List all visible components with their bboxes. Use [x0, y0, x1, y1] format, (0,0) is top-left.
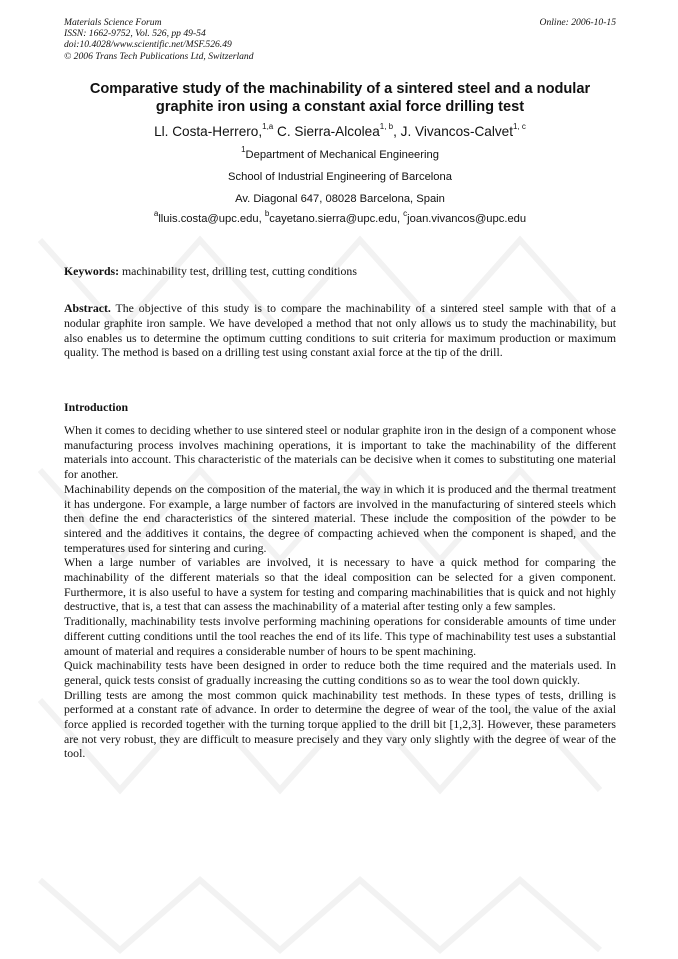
keywords-label: Keywords: — [64, 264, 120, 278]
email-b-sup: b — [264, 209, 270, 219]
introduction-heading: Introduction — [64, 400, 129, 414]
author-list — [64, 123, 616, 141]
email-list — [64, 209, 616, 226]
copyright-line: © 2006 Trans Tech Publications Ltd, Switzerland — [64, 50, 254, 62]
paragraph: Quick machinability tests have been designed in order to reduce both the time required and the materials used. In general, quick tests consist of gradually increasing the cutting conditions so as to wear the tool down quickly. — [64, 658, 616, 687]
author-3-affil: 1, c — [513, 122, 526, 132]
author-3: , J. Vivancos-Calvet — [393, 124, 513, 139]
introduction-body — [64, 423, 616, 761]
online-date: Online: 2006-10-15 — [539, 17, 616, 28]
journal-header — [64, 17, 616, 62]
paragraph: When it comes to deciding whether to use sintered steel or nodular graphite iron in the design of a component whose manufacturing process involves machining operations, it is important to take the machinability of the different materials into account. This characteristic of the materials can be decisive when it comes to substituting one material for another. — [64, 423, 616, 482]
affiliation-sup: 1 — [241, 145, 246, 155]
journal-name: Materials Science Forum — [64, 17, 162, 28]
affiliation-address: Av. Diagonal 647, 08028 Barcelona, Spain — [235, 193, 445, 205]
paragraph: Traditionally, machinability tests involve performing machining operations for considerable amounts of time under different cutting conditions until the tool reaches the end of its life. This type of machinability test uses a substantial amount of material and requires a considerable number of hours to be spent machining. — [64, 614, 616, 658]
keywords — [64, 264, 616, 278]
author-1-affil: 1,a — [262, 122, 274, 132]
affiliation-school: School of Industrial Engineering of Barcelona — [228, 171, 452, 183]
doi-line: doi:10.4028/www.scientific.net/MSF.526.49 — [64, 39, 232, 51]
email-b: cayetano.sierra@upc.edu, — [269, 213, 404, 225]
abstract — [64, 301, 616, 360]
issn-line: ISSN: 1662-9752, Vol. 526, pp 49-54 — [64, 28, 206, 40]
email-a-sup: a — [153, 209, 159, 219]
paragraph: Drilling tests are among the most common quick machinability test methods. In these types of tests, drilling is performed at a constant rate of advance. In order to determine the degree of wear of the tool, the value of the axial force applied is recorded together with the turning torque applied to the drill bit [1,2,3]. However, these parameters are not very robust, they are difficult to measure precisely and they vary only slightly with the degree of wear of the tool. — [64, 687, 616, 761]
department-text: Department of Mechanical Engineering — [245, 149, 439, 161]
email-c-sup: c — [403, 209, 408, 219]
paper-title — [64, 81, 616, 116]
keywords-text: machinability test, drilling test, cutting conditions — [119, 264, 357, 278]
abstract-text: The objective of this study is to compare the machinability of a sintered steel sample with that of a nodular graphite iron sample. We have developed a method that not only allows us to study the machinability, but also enables us to determine the optimum cutting conditions to suit criteria for maximum production or maximum quality. The method is based on a drilling test using constant axial force at the tip of the drill. — [64, 301, 616, 360]
email-c: joan.vivancos@upc.edu — [407, 213, 527, 225]
abstract-label: Abstract. — [64, 301, 111, 315]
title-line-2: graphite iron using a constant axial force drilling test — [155, 98, 525, 115]
paragraph: Machinability depends on the composition of the material, the way in which it is produced and the thermal treatment it has undergone. For example, a large number of factors are involved in the manufacturing of sintered steels which then define the end characteristics of the sintered material. These include the composition of the powder to be sintered and the additives it contains, the degree of compacting achieved when the component is shaped, and the temperatures used for sintering and curing. — [64, 481, 616, 555]
author-2-affil: 1, b — [379, 122, 394, 132]
title-line-1: Comparative study of the machinability of a sintered steel and a nodular — [89, 81, 591, 97]
email-a: lluis.costa@upc.edu, — [158, 213, 265, 225]
paragraph: When a large number of variables are involved, it is necessary to have a quick method for comparing the machinability of the different materials so that the ideal composition can be selected for a given component. Furthermore, it is also useful to have a system for testing and comparing machinabilities that is quick and not highly destructive, that is, a test that can assess the machinability of a material after testing only a few samples. — [64, 555, 616, 614]
author-1: Ll. Costa-Herrero, — [154, 124, 263, 139]
author-2: C. Sierra-Alcolea — [273, 124, 380, 139]
affiliation-department — [64, 145, 616, 162]
